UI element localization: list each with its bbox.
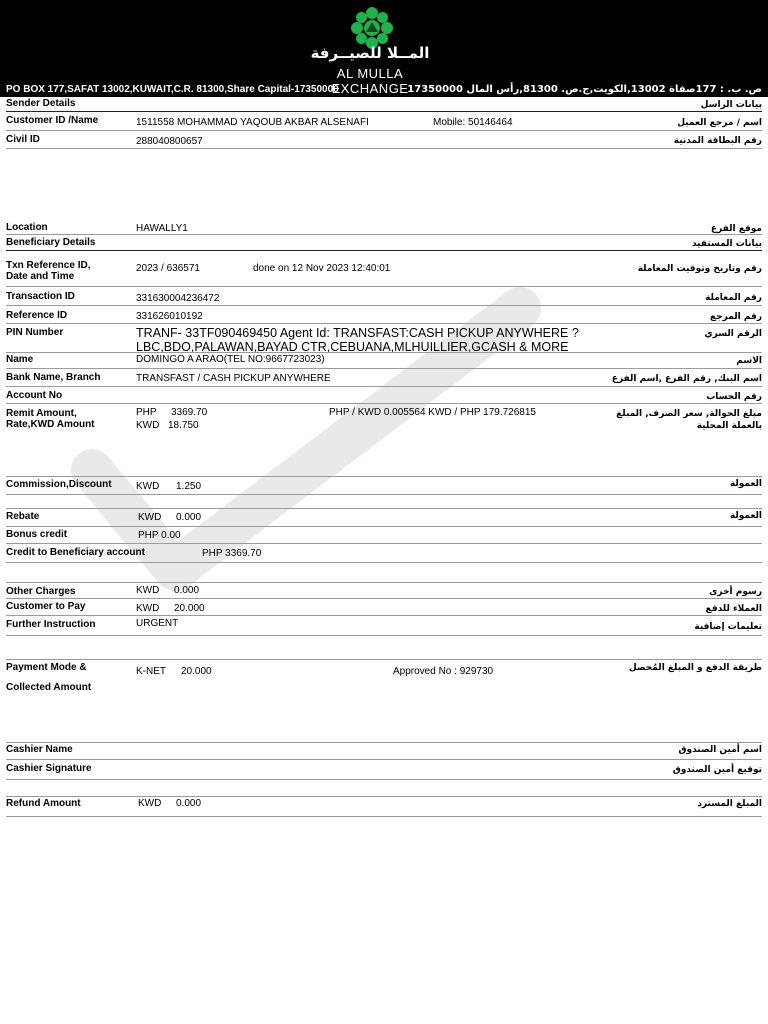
pin-label-ar: الرقم السري (704, 329, 762, 339)
divider (6, 635, 762, 636)
customer-to-pay-amount: 20.000 (174, 603, 205, 614)
further-instruction-value: URGENT (136, 618, 179, 629)
credit-label: Credit to Beneficiary account (6, 547, 145, 558)
cashier-name-label: Cashier Name (6, 744, 73, 755)
divider (6, 386, 762, 387)
further-instruction-label-ar: تعليمات إضافية (694, 622, 762, 632)
sender-section-title: Sender Details (6, 98, 76, 109)
exchange-rate: PHP / KWD 0.005564 KWD / PHP 179.726815 (329, 407, 536, 418)
divider (6, 250, 762, 251)
bank-label: Bank Name, Branch (6, 372, 101, 383)
rebate-label-ar: العمولة (729, 511, 762, 521)
divider (6, 352, 762, 353)
rebate-currency: KWD (138, 512, 162, 523)
customer-to-pay-label: Customer to Pay (6, 601, 86, 612)
transaction-id-label-ar: رقم المعاملة (705, 293, 762, 303)
remit-label-2: Rate,KWD Amount (6, 419, 95, 430)
transaction-id-value: 331630004236472 (136, 293, 220, 304)
payment-amount: 20.000 (181, 666, 212, 677)
remit-php-amount: 3369.70 (171, 407, 208, 418)
commission-label-ar: العمولة (729, 479, 762, 489)
txn-date: done on 12 Nov 2023 12:40:01 (253, 263, 391, 274)
txn-label-2: Date and Time (6, 271, 75, 282)
location-label-ar: موقع الفرع (710, 224, 762, 234)
remit-label-ar: مبلغ الحوالة, سعر الصرف, المبلغ (616, 409, 762, 419)
bank-label-ar: اسم البنك, رقم الفرع ,اسم الفرع (611, 374, 762, 384)
reference-id-value: 331626010192 (136, 311, 203, 322)
approved-number: Approved No : 929730 (393, 666, 494, 677)
divider (6, 476, 762, 477)
divider (6, 368, 762, 369)
refund-amount-label: Refund Amount (6, 798, 81, 809)
sender-section-title-ar: بيانات الراسل (700, 100, 762, 110)
divider (6, 816, 762, 817)
divider (6, 305, 762, 306)
divider (6, 598, 762, 599)
payment-mode-label-ar: طريقة الدفع و المبلغ المُحصل (628, 663, 762, 673)
further-instruction-label: Further Instruction (6, 619, 96, 630)
transaction-id-label: Transaction ID (6, 291, 75, 302)
divider (6, 323, 762, 324)
reference-id-label-ar: رقم المرجع (710, 312, 762, 322)
reference-id-label: Reference ID (6, 310, 68, 321)
refund-amount: 0.000 (176, 798, 202, 809)
account-label-ar: رقم الحساب (706, 392, 762, 402)
rebate-amount: 0.000 (176, 512, 202, 523)
divider (6, 759, 762, 760)
customer-label: Customer ID /Name (6, 115, 99, 126)
divider (6, 494, 762, 495)
bonus-credit-value: PHP 0.00 (138, 530, 181, 541)
txn-label: Txn Reference ID, (6, 260, 91, 271)
divider (6, 508, 762, 509)
divider (6, 562, 762, 563)
civil-id-label-ar: رقم البطاقة المدنية (673, 136, 762, 146)
customer-to-pay-currency: KWD (136, 603, 160, 614)
divider (6, 111, 762, 112)
civil-id-value: 288040800657 (136, 136, 203, 147)
cashier-signature-label-ar: توقيع أمين الصندوق (672, 765, 762, 775)
other-charges-label-ar: رسوم أخرى (709, 587, 762, 597)
company-address-arabic: ص. ب. : 177صفاة 13002,الكويت,ج.ص. 81300,رأس المال 17350000 (407, 84, 762, 95)
name-label: Name (6, 354, 34, 365)
cashier-signature-label: Cashier Signature (6, 763, 92, 774)
payment-mode-label: Payment Mode & (6, 662, 87, 673)
divider (6, 582, 762, 583)
bonus-credit-label: Bonus credit (6, 529, 68, 540)
brand-name-arabic: المــلا للصيــرفة (310, 44, 430, 62)
remit-label: Remit Amount, (6, 408, 77, 419)
divider (6, 148, 762, 149)
remit-kwd-amount: 18.750 (168, 420, 199, 431)
commission-label: Commission,Discount (6, 479, 112, 490)
remit-kwd-currency: KWD (136, 420, 160, 431)
location-value: HAWALLY1 (136, 223, 188, 234)
remit-label-ar-2: بالعملة المحلية (696, 421, 762, 431)
customer-to-pay-label-ar: العملاء للدفع (705, 604, 762, 614)
divider (6, 234, 762, 235)
divider (6, 615, 762, 616)
divider (6, 742, 762, 743)
customer-label-ar: اسم / مرجع العميل (677, 118, 762, 128)
divider (6, 286, 762, 287)
refund-currency: KWD (138, 798, 162, 809)
payment-mode-value: K-NET (136, 666, 166, 677)
brand-name-english: AL MULLA EXCHANGE (331, 66, 409, 96)
civil-id-label: Civil ID (6, 134, 40, 145)
company-address-english: PO BOX 177,SAFAT 13002,KUWAIT,C.R. 81300,Share Capital-17350000 (6, 84, 339, 95)
beneficiary-section-title: Beneficiary Details (6, 237, 96, 248)
name-value: DOMINGO A ARAO(TEL NO:9667723023) (136, 354, 325, 365)
divider (6, 526, 762, 527)
pin-value-line2: LBC,BDO,PALAWAN,BAYAD CTR,CEBUANA,MLHUILLIER,GCASH & MORE (136, 340, 569, 354)
beneficiary-section-title-ar: بيانات المستفيد (691, 239, 762, 249)
divider (6, 659, 762, 660)
credit-value: PHP 3369.70 (202, 548, 262, 559)
divider (6, 779, 762, 780)
account-label: Account No (6, 390, 63, 401)
collected-amount-label: Collected Amount (6, 682, 92, 693)
pin-value-line1: TRANF- 33TF090469450 Agent Id: TRANSFAST:CASH PICKUP ANYWHERE ? (136, 326, 579, 340)
divider (6, 403, 762, 404)
rebate-label: Rebate (6, 511, 40, 522)
other-charges-amount: 0.000 (174, 585, 200, 596)
other-charges-label: Other Charges (6, 586, 76, 597)
customer-value: 1511558 MOHAMMAD YAQOUB AKBAR ALSENAFI (136, 117, 369, 128)
pin-label: PIN Number (6, 327, 64, 338)
divider (6, 543, 762, 544)
divider (6, 796, 762, 797)
divider (6, 130, 762, 131)
name-label-ar: الاسم (736, 356, 762, 366)
other-charges-currency: KWD (136, 585, 160, 596)
mobile-value: Mobile: 50146464 (433, 117, 513, 128)
txn-label-ar: رقم وتاريخ وتوقيت المعاملة (637, 264, 762, 274)
page-header (0, 0, 768, 97)
location-label: Location (6, 222, 48, 233)
commission-amount: 1.250 (176, 481, 202, 492)
refund-amount-label-ar: المبلغ المسترد (697, 799, 762, 809)
remit-php-currency: PHP (136, 407, 157, 418)
cashier-name-label-ar: اسم أمين الصندوق (678, 745, 762, 755)
txn-value: 2023 / 636571 (136, 263, 200, 274)
commission-currency: KWD (136, 481, 160, 492)
bank-value: TRANSFAST / CASH PICKUP ANYWHERE (136, 373, 331, 384)
